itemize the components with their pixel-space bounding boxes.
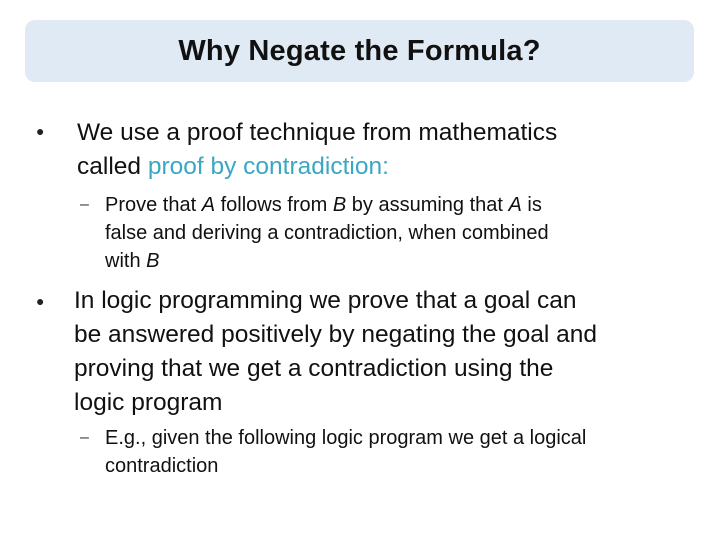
- bullet-2-line-1: In logic programming we prove that a goal can: [74, 287, 577, 314]
- bullet-1-line-2: [77, 150, 389, 184]
- bullet-2-line-4: logic program: [74, 389, 223, 416]
- var-a: A: [508, 194, 522, 216]
- var-b: B: [146, 250, 160, 272]
- sub-bullet-1-line-1: [105, 191, 542, 219]
- sub-bullet-1-line-2: false and deriving a contradiction, when combined: [105, 222, 549, 244]
- bullet-1-line-2-prefix: called: [77, 153, 148, 180]
- slide-title: Why Negate the Formula?: [178, 34, 541, 67]
- bullet-dot-icon: ●: [36, 123, 45, 139]
- sub-bullet-1-line-3: [105, 247, 159, 275]
- sub-bullet-dash: –: [80, 196, 89, 213]
- sub-bullet-2-line-1: E.g., given the following logic program we get a logical: [105, 427, 587, 449]
- text-segment: Prove that: [105, 194, 202, 216]
- bullet-1-line-1: We use a proof technique from mathematics: [77, 119, 558, 146]
- text-segment: follows from: [215, 194, 333, 216]
- text-segment: is: [521, 194, 542, 216]
- bullet-dot-icon: ●: [36, 293, 45, 309]
- text-segment: with: [105, 250, 147, 272]
- text-segment: by assuming that: [346, 194, 509, 216]
- sub-bullet-2-line-2: contradiction: [105, 455, 219, 477]
- sub-bullet-dash: –: [80, 429, 89, 446]
- highlighted-term: proof by contradiction:: [147, 153, 389, 180]
- bullet-2-line-2: be answered positively by negating the goal and: [74, 321, 598, 348]
- var-b: B: [332, 194, 347, 216]
- var-a: A: [201, 194, 216, 216]
- title-banner: [25, 20, 694, 82]
- bullet-2-line-3: proving that we get a contradiction using the: [74, 355, 554, 382]
